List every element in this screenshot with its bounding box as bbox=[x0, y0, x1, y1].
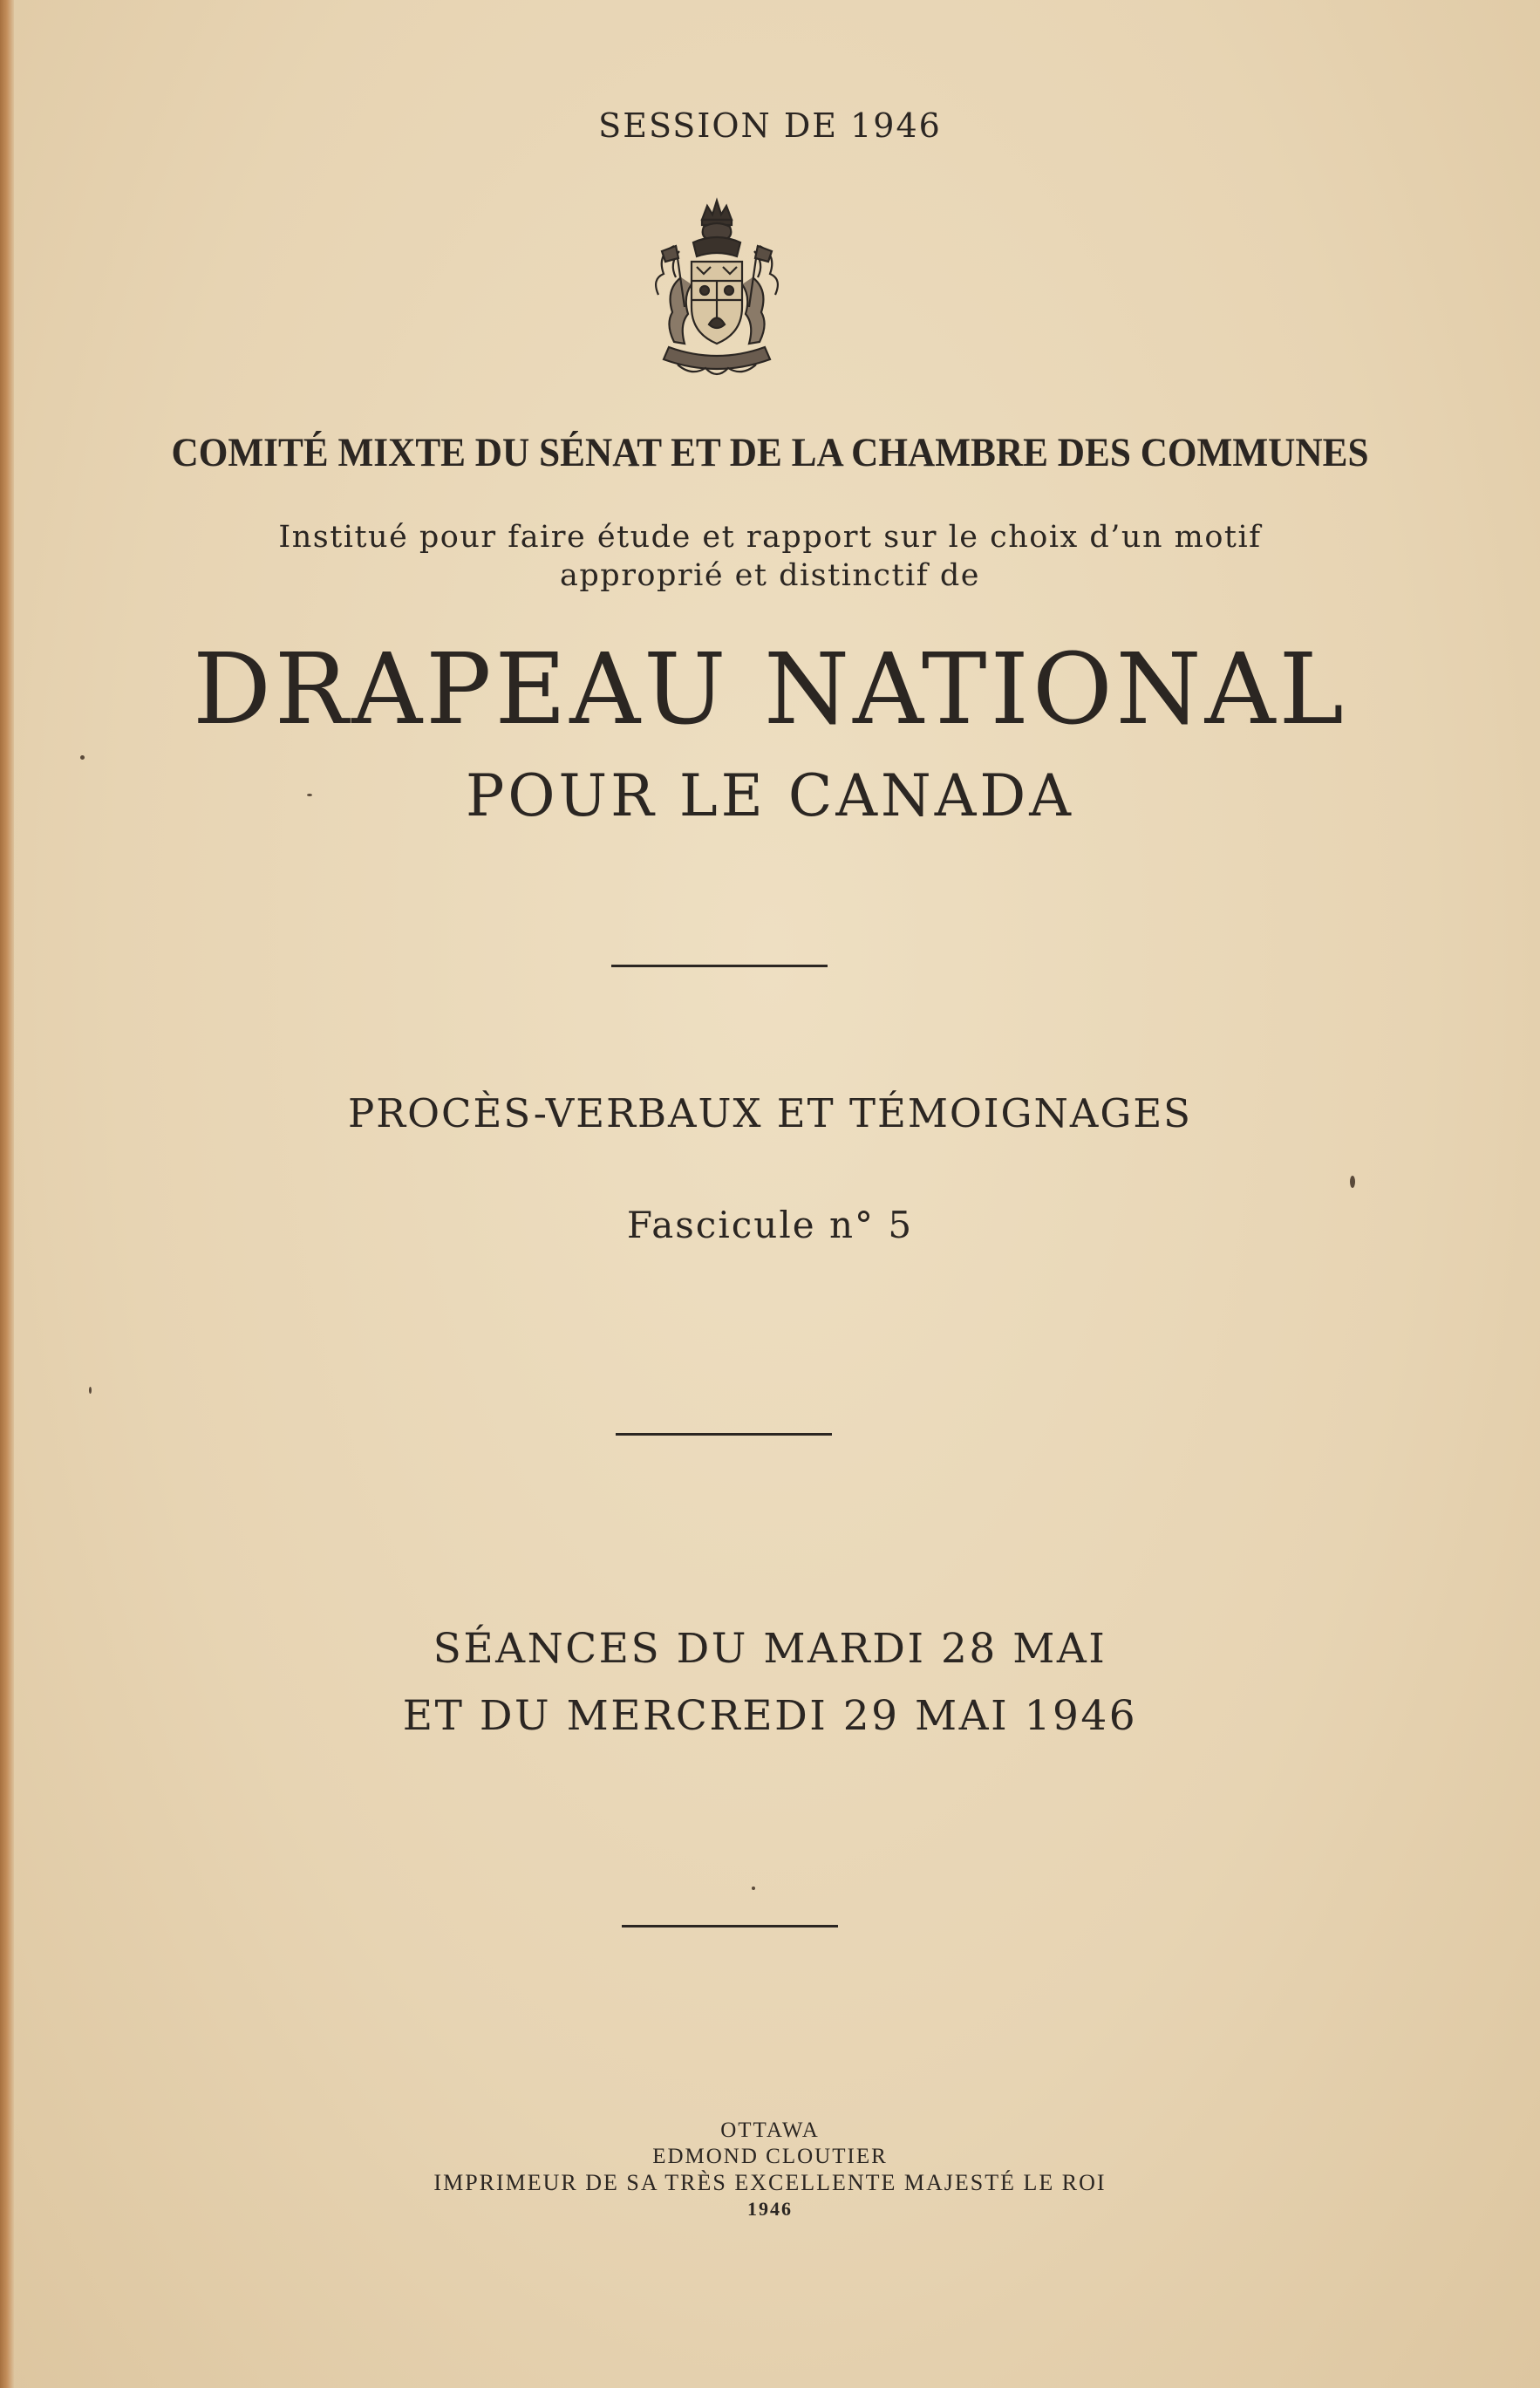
divider-rule bbox=[616, 1433, 832, 1436]
paper-speck bbox=[80, 755, 85, 760]
imprint-year: 1946 bbox=[747, 2198, 793, 2220]
document-subtitle: POUR LE CANADA bbox=[466, 762, 1074, 829]
sittings-line-2: ET DU MERCREDI 29 MAI 1946 bbox=[402, 1692, 1138, 1740]
imprint-printer-title: IMPRIMEUR DE SA TRÈS EXCELLENTE MAJESTÉ LE ROI bbox=[433, 2170, 1107, 2195]
paper-speck bbox=[89, 1387, 92, 1394]
session-heading: SESSION DE 1946 bbox=[598, 106, 942, 145]
divider-rule bbox=[611, 965, 828, 967]
paper-speck bbox=[1350, 1176, 1355, 1188]
imprint-printer: EDMOND CLOUTIER bbox=[652, 2145, 888, 2168]
issue-number: Fascicule n° 5 bbox=[626, 1204, 914, 1246]
divider-rule bbox=[622, 1925, 838, 1927]
binding-edge bbox=[0, 0, 14, 2388]
coat-of-arms-icon bbox=[639, 194, 794, 384]
paper-speck bbox=[752, 1887, 755, 1890]
purpose-line-2: approprié et distinctif de bbox=[560, 558, 980, 593]
committee-heading: COMITÉ MIXTE DU SÉNAT ET DE LA CHAMBRE DES COMMUNES bbox=[171, 430, 1369, 475]
document-title: DRAPEAU NATIONAL bbox=[193, 633, 1347, 747]
sittings-line-1: SÉANCES DU MARDI 28 MAI bbox=[433, 1625, 1107, 1673]
imprint-city: OTTAWA bbox=[720, 2118, 820, 2142]
purpose-line-1: Institué pour faire étude et rapport sur le choix d’un motif bbox=[278, 520, 1262, 555]
section-heading: PROCÈS-VERBAUX ET TÉMOIGNAGES bbox=[347, 1090, 1193, 1136]
paper-speck bbox=[307, 794, 312, 796]
